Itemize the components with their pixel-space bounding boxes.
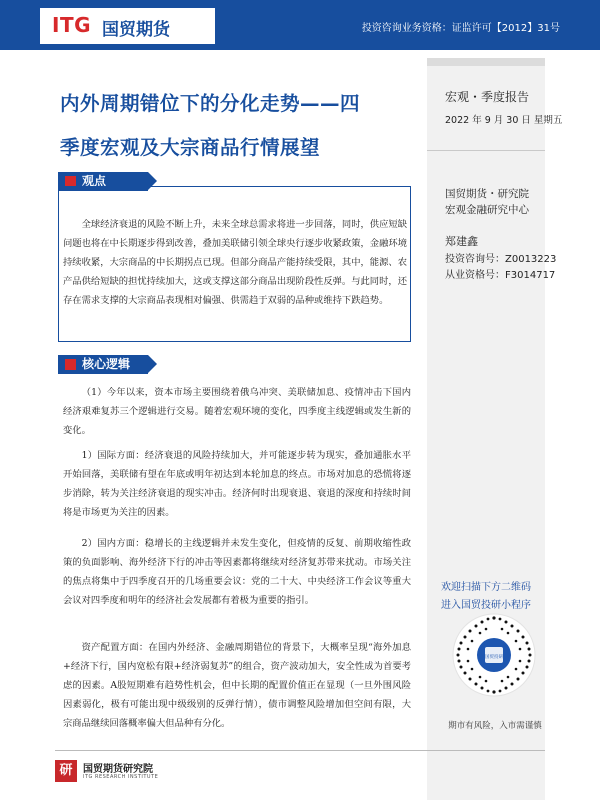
sidebar-top-strip xyxy=(427,58,545,66)
consult-number: 投资咨询号：Z0013223 xyxy=(445,254,557,265)
research-institute-logo: 研 xyxy=(55,760,77,782)
section-label-text: 核心逻辑 xyxy=(82,357,131,371)
research-institute-name: 国贸期货研究院 xyxy=(83,764,153,775)
qualification-text: 投资咨询业务资格：证监许可【2012】31号 xyxy=(361,23,560,34)
section-label-text: 观点 xyxy=(82,174,107,188)
risk-warning: 期市有风险，入市需谨慎 xyxy=(448,721,542,731)
viewpoint-text: 全球经济衰退的风险不断上升，未来全球总需求将进一步回落，同时，供应短缺问题也将在中长期逐步得到改善，叠加美联储引领全球央行逐步收紧政策，金融环境持续收紧，大宗商品的中长期拐点已现。但部分商品产能持续受限，其中，能源、农产品供给短缺的担忧持续加大，这或支撑这部分商品出现阶段性反弹。与此同时，还存在需求支撑的大宗商品表现相对偏强、供需趋于双弱的品种或维持下跌趋势。 xyxy=(63,219,407,306)
department-name: 宏观金融研究中心 xyxy=(445,204,529,216)
qr-code-icon[interactable] xyxy=(452,613,536,697)
section-label-core-logic xyxy=(58,355,148,374)
report-title-line1: 内外周期错位下的分化走势——四 xyxy=(60,92,361,115)
institution-name: 国贸期货・研究院 xyxy=(445,188,529,200)
qr-center-label: 国贸投研 xyxy=(485,655,503,660)
logic-paragraph-4: 资产配置方面：在国内外经济、金融周期错位的背景下，大概率呈现“海外加息+经济下行，国内宽松有限+经济弱复苏”的组合，资产波动加大，安全性成为首要考虑的因素。A股短期难有趋势性机会，但中长期的配置价值正在显现（一旦外围风险因素弱化，极有可能出现中级级别的反弹行情），债市调整风险增加但空间有限，大宗商品继续回落概率偏大但品种有分化。 xyxy=(63,642,411,729)
scan-prompt-line1: 欢迎扫描下方二维码 xyxy=(441,582,531,593)
logo-itg: ITG xyxy=(52,13,91,37)
logo-company-name: 国贸期货 xyxy=(102,20,170,40)
practice-number: 从业资格号：F3014717 xyxy=(445,270,556,281)
scan-prompt-line2: 进入国贸投研小程序 xyxy=(441,600,531,611)
logic-paragraph-3: 2）国内方面：稳增长的主线逻辑并未发生变化，但疫情的反复、前期收缩性政策的负面影响、海外经济下行的冲击等因素都将继续对经济复苏带来扰动。市场关注的焦点将集中于四季度召开的几场重要会议：党的二十大、中央经济工作会议等重大会议对四季度和明年的经济社会发展都有着极为重要的指引。 xyxy=(63,538,411,606)
section-marker-icon xyxy=(65,359,76,370)
analyst-name: 郑建鑫 xyxy=(445,235,478,248)
research-institute-name-en: ITG RESEARCH INSTITUTE xyxy=(83,774,159,780)
footer-divider xyxy=(55,750,545,751)
report-type: 宏观・季度报告 xyxy=(445,90,530,104)
report-title-line2: 季度宏观及大宗商品行情展望 xyxy=(60,136,321,159)
sidebar-divider xyxy=(427,150,545,151)
report-date: 2022 年 9 月 30 日 星期五 xyxy=(445,115,563,126)
section-arrow-icon xyxy=(148,355,157,373)
logic-paragraph-2: 1）国际方面：经济衰退的风险持续加大，并可能逐步转为现实，叠加通胀水平开始回落，美联储有望在年底或明年初达到本轮加息的终点。市场对加息的恐慌将逐步消除，转为关注经济衰退的现实冲击。经济何时出现衰退、衰退的深度和持续时间将是市场更为关注的因素。 xyxy=(63,450,411,518)
logic-paragraph-1: （1）今年以来，资本市场主要围绕着俄乌冲突、美联储加息、疫情冲击下国内经济艰难复苏三个逻辑进行交易。随着宏观环境的变化，四季度主线逻辑或发生新的变化。 xyxy=(63,387,411,436)
